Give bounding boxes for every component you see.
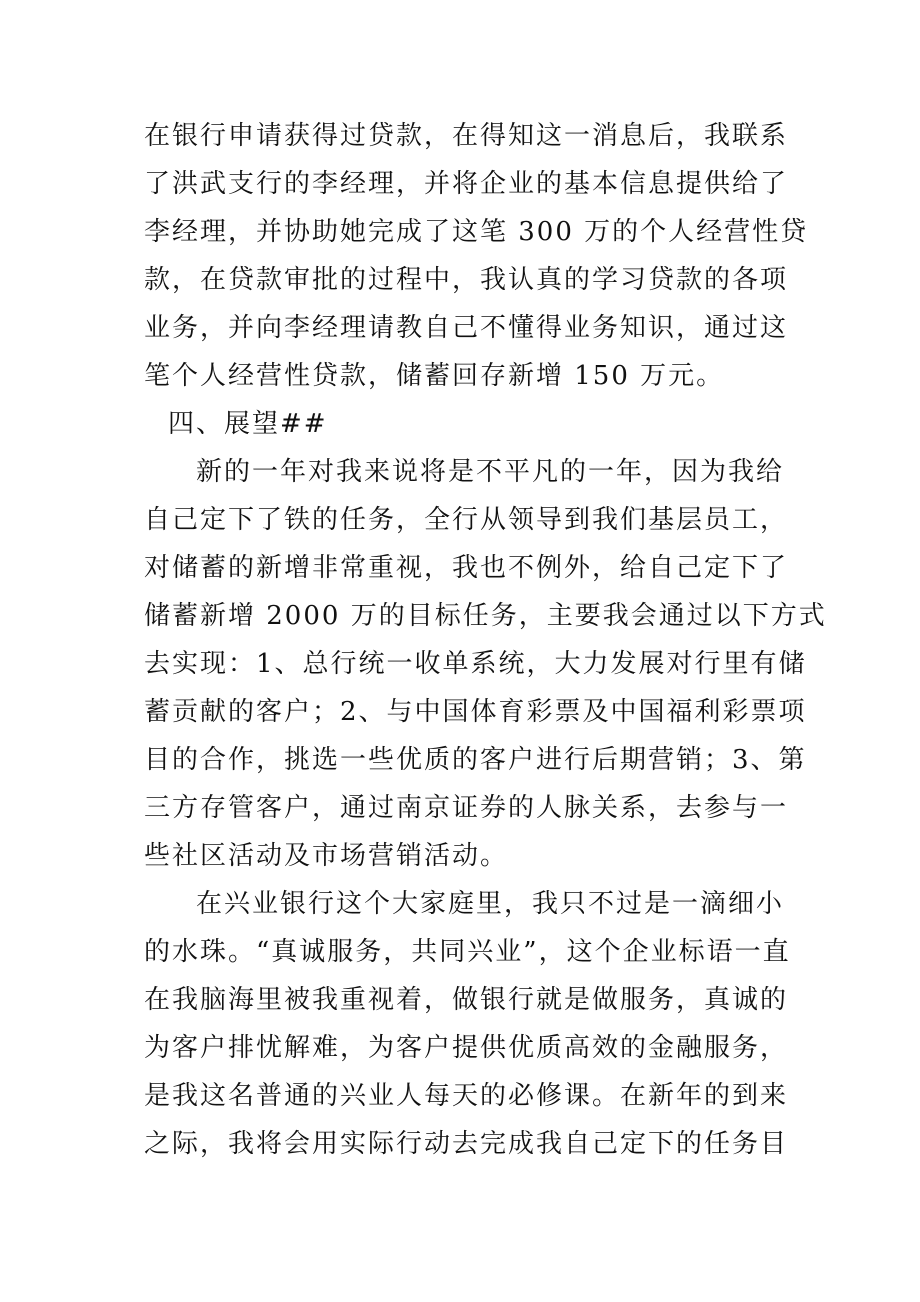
text-line: 目的合作，挑选一些优质的客户进行后期营销；3、第: [144, 745, 807, 775]
text-line: 去实现：1、总行统一收单系统，大力发展对行里有储: [144, 649, 807, 679]
text-line: 蓄贡献的客户；2、与中国体育彩票及中国福利彩票项: [144, 697, 807, 727]
text-line: 李经理，并协助她完成了这笔 300 万的个人经营性贷: [144, 217, 809, 247]
text-line: 为客户排忧解难，为客户提供优质高效的金融服务，: [144, 1033, 789, 1063]
text-line: 款，在贷款审批的过程中，我认真的学习贷款的各项: [144, 265, 789, 295]
text-line: 储蓄新增 2000 万的目标任务，主要我会通过以下方式: [144, 601, 827, 631]
text-line: 业务，并向李经理请教自己不懂得业务知识，通过这: [144, 313, 789, 343]
text-line: 在兴业银行这个大家庭里，我只不过是一滴细小: [196, 889, 785, 919]
text-line: 对储蓄的新增非常重视，我也不例外，给自己定下了: [144, 553, 789, 583]
text-line: 三方存管客户，通过南京证券的人脉关系，去参与一: [144, 793, 789, 823]
text-line: 笔个人经营性贷款，储蓄回存新增 150 万元。: [144, 361, 725, 391]
text-line: 的水珠。“真诚服务，共同兴业”，这个企业标语一直: [144, 937, 791, 967]
text-line: 自己定下了铁的任务，全行从领导到我们基层员工，: [144, 505, 789, 535]
section-heading: 四、展望##: [168, 409, 328, 439]
text-line: 在我脑海里被我重视着，做银行就是做服务，真诚的: [144, 985, 789, 1015]
text-line: 在银行申请获得过贷款，在得知这一消息后，我联系: [144, 121, 789, 151]
text-line: 是我这名普通的兴业人每天的必修课。在新年的到来: [144, 1081, 789, 1111]
text-line: 新的一年对我来说将是不平凡的一年，因为我给: [196, 457, 785, 487]
text-line: 了洪武支行的李经理，并将企业的基本信息提供给了: [144, 169, 789, 199]
text-line: 些社区活动及市场营销活动。: [144, 841, 509, 871]
text-line: 之际，我将会用实际行动去完成我自己定下的任务目: [144, 1129, 789, 1159]
